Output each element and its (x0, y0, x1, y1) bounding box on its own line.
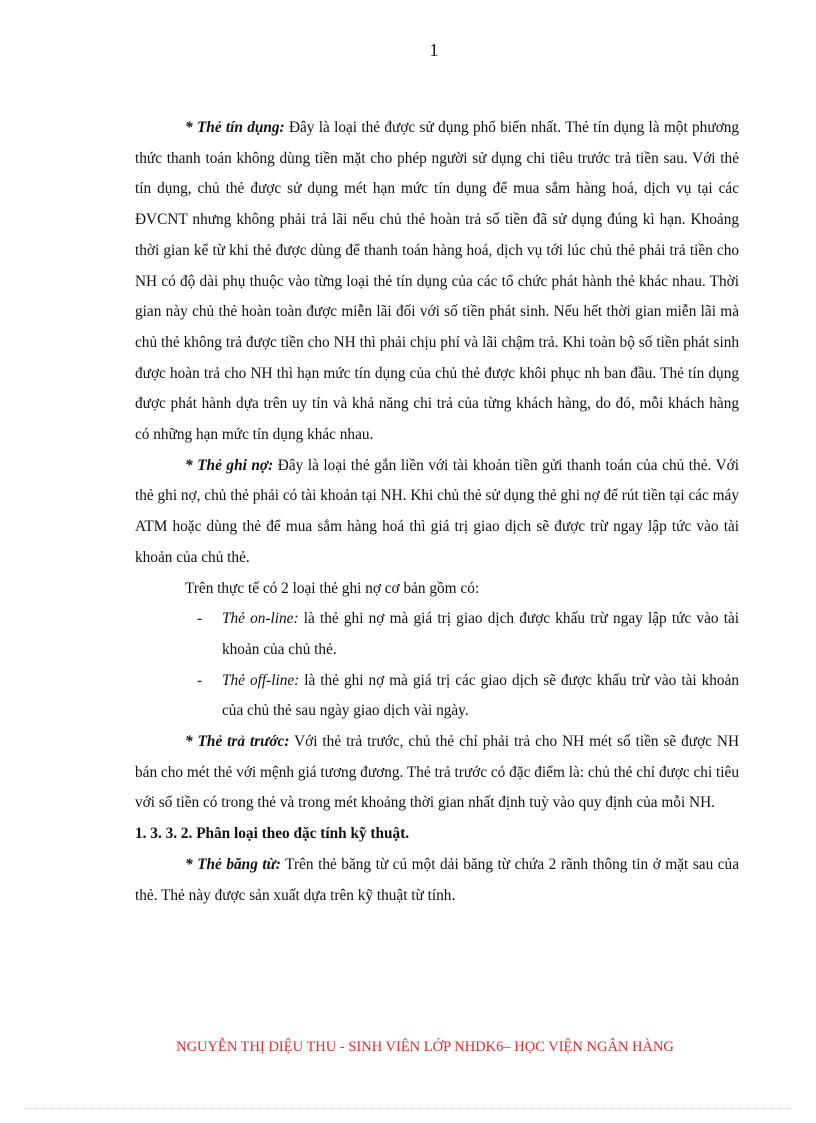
section-heading: 1. 3. 3. 2. Phân loại theo đặc tính kỹ thuật. (135, 825, 410, 843)
list-item-online (135, 604, 739, 665)
text-magnetic-card: Trên thẻ băng từ cú một dải băng từ chứa 2 rãnh thông tin ở mặt sau của thẻ. Thẻ này được sản xuất dựa trên kỹ thuật từ tính. (135, 855, 739, 904)
debit-intro: Trên thực tế có 2 loại thẻ ghi nợ cơ bản gồm có: (185, 579, 480, 597)
page-number: 1 (429, 40, 439, 60)
term-online: Thẻ on-line: (222, 610, 299, 628)
dash-bullet: - (197, 671, 203, 689)
page-footer: NGUYỄN THỊ DIỆU THU - SINH VIÊN LỚP NHDK6– HỌC VIỆN NGÂN HÀNG (176, 1039, 674, 1055)
term-magnetic-card: * Thẻ băng từ: (185, 855, 281, 873)
term-debit-card: * Thẻ ghi nợ: (185, 456, 274, 474)
dash-bullet: - (197, 610, 203, 628)
paragraph-magnetic-card (135, 850, 739, 911)
document-body (135, 113, 739, 911)
term-credit-card: * Thẻ tín dụng: (185, 119, 285, 136)
text-offline: là thẻ ghi nợ mà giá trị các giao dịch sẽ được khấu trừ vào tài khoản của chủ thẻ sau ngày giao dịch vài ngày. (222, 671, 739, 720)
text-debit-card: Đây là loại thẻ gắn liền với tài khoản tiền gửi thanh toán của chủ thẻ. Với thẻ ghi nợ, chủ thẻ phải có tài khoản tại NH. Khi chủ thẻ sử dụng thẻ ghi nợ để rút tiền tại các máy ATM hoặc dùng thẻ để mua sắm hàng hoá thì giá trị giao dịch sẽ được trừ ngay lập tức vào tài khoản của chủ thẻ. (135, 456, 739, 566)
list-item-offline (135, 666, 739, 727)
paragraph-debit-card (135, 451, 739, 574)
page-bottom-divider (24, 1108, 792, 1109)
text-credit-card: Đây là loại thẻ được sử dụng phổ biến nhất. Thẻ tín dụng là một phương thức thanh toán không dùng tiền mặt cho phép người sử dụng chi tiêu trước trả tiền sau. Với thẻ tín dụng, chủ thẻ được sử dụng mét hạn mức tín dụng để mua sắm hàng hoá, dịch vụ tại các ĐVCNT nhưng không phải trả lãi nếu chủ thẻ hoàn trả số tiền đã sử dụng đúng kì hạn. Khoảng thời gian kể từ khi thẻ được dùng để thanh toán hàng hoá, dịch vụ tới lúc chủ thẻ phải trả tiền cho NH có độ dài phụ thuộc vào từng loại thẻ tín dụng của các tổ chức phát hành thẻ khác nhau. Thời gian này chủ thẻ hoàn toàn được miễn lãi đối với số tiền phát sinh. Nếu hết thời gian miễn lãi mà chủ thẻ không trả được tiền cho NH thì phải chịu phí và lãi chậm trả. Khi toàn bộ số tiền phát sinh được hoàn trả cho NH thì hạn mức tín dụng của chủ thẻ được khôi phục nh ban đầu. Thẻ tín dụng được phát hành dựa trên uy tín và khả năng chi trả của từng khách hàng, do đó, mỗi khách hàng có những hạn mức tín dụng khác nhau. (135, 119, 739, 444)
text-prepaid-card: Với thẻ trả trước, chủ thẻ chỉ phải trả cho NH mét số tiền sẽ được NH bán cho mét thẻ với mệnh giá tương đương. Thẻ trả trước có đặc điểm là: chủ thẻ chỉ được chi tiêu với số tiền có trong thẻ và trong mét khoảng thời gian nhất định tuỳ vào quy định của mỗi NH. (135, 733, 739, 812)
term-prepaid-card: * Thẻ trả trước: (185, 733, 290, 751)
paragraph-prepaid-card (135, 727, 739, 819)
text-online: là thẻ ghi nợ mà giá trị giao dịch được khấu trừ ngay lập tức vào tài khoản của chủ thẻ. (222, 610, 739, 658)
paragraph-credit-card (135, 113, 739, 451)
term-offline: Thẻ off-line: (222, 671, 300, 689)
